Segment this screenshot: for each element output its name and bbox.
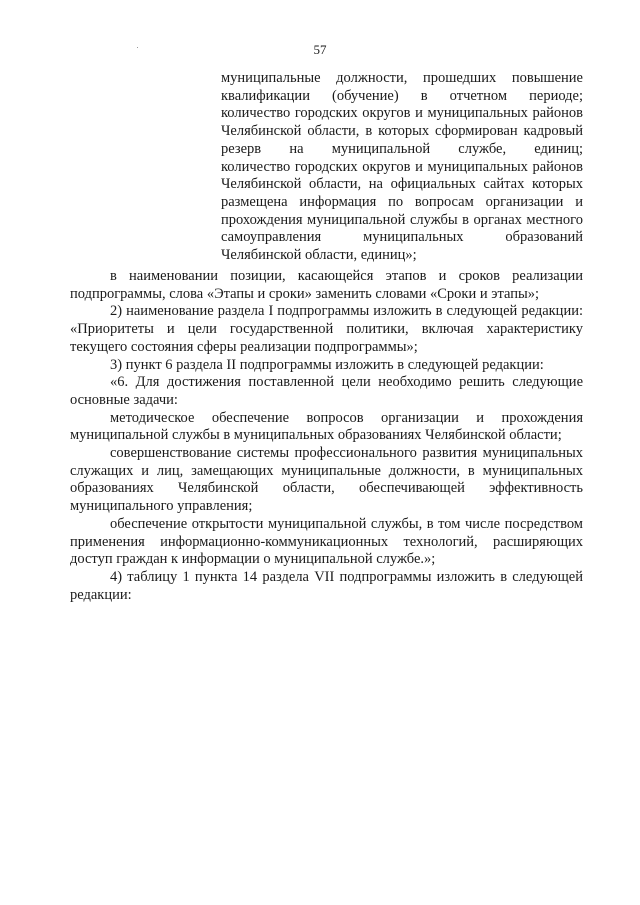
indicator-list-continuation — [221, 70, 583, 265]
body-paragraph: в наименовании позиции, касающейся этапов и сроков реализации подпрограммы, слова «Этапы и сроки» заменить словами «Сроки и этапы»; — [70, 268, 583, 302]
body-paragraph: «6. Для достижения поставленной цели необходимо решить следующие основные задачи: — [70, 374, 583, 408]
body-paragraph: 2) наименование раздела I подпрограммы изложить в следующей редакции: «Приоритеты и цели государственной политики, включая характеристику текущего состояния сферы реализации подпрограммы»; — [70, 303, 583, 355]
indicator-item: количество городских округов и муниципальных районов Челябинской области, на официальных сайтах которых размещена информация по вопросам организации и прохождения муниципальной службы в органах местного самоуправления муниципальных образований Челябинской области, единиц»; — [221, 158, 583, 264]
body-paragraph: совершенствование системы профессионального развития муниципальных служащих и лиц, замещающих муниципальные должности, в муниципальных образованиях Челябинской области, обеспечивающей эффективность муниципального управления; — [70, 445, 583, 515]
indicator-item: муниципальные должности, прошедших повышение квалификации (обучение) в отчетном периоде; — [221, 70, 583, 104]
body-paragraph: обеспечение открытости муниципальной службы, в том числе посредством применения информационно-коммуникационных технологий, расширяющих доступ граждан к информации о муниципальной службе.»; — [70, 515, 583, 568]
body-paragraph: 4) таблицу 1 пункта 14 раздела VII подпрограммы изложить в следующей редакции: — [70, 568, 583, 603]
page-number: 57 — [313, 42, 327, 57]
indicator-item: количество городских округов и муниципальных районов Челябинской области, в которых сформирован кадровый резерв на муниципальной службе, единиц; — [221, 105, 583, 157]
body-paragraph: методическое обеспечение вопросов организации и прохождения муниципальной службы в муниципальных образованиях Челябинской области; — [70, 409, 583, 444]
body-paragraph: 3) пункт 6 раздела II подпрограммы изложить в следующей редакции: — [110, 356, 544, 373]
document-body — [70, 268, 583, 604]
